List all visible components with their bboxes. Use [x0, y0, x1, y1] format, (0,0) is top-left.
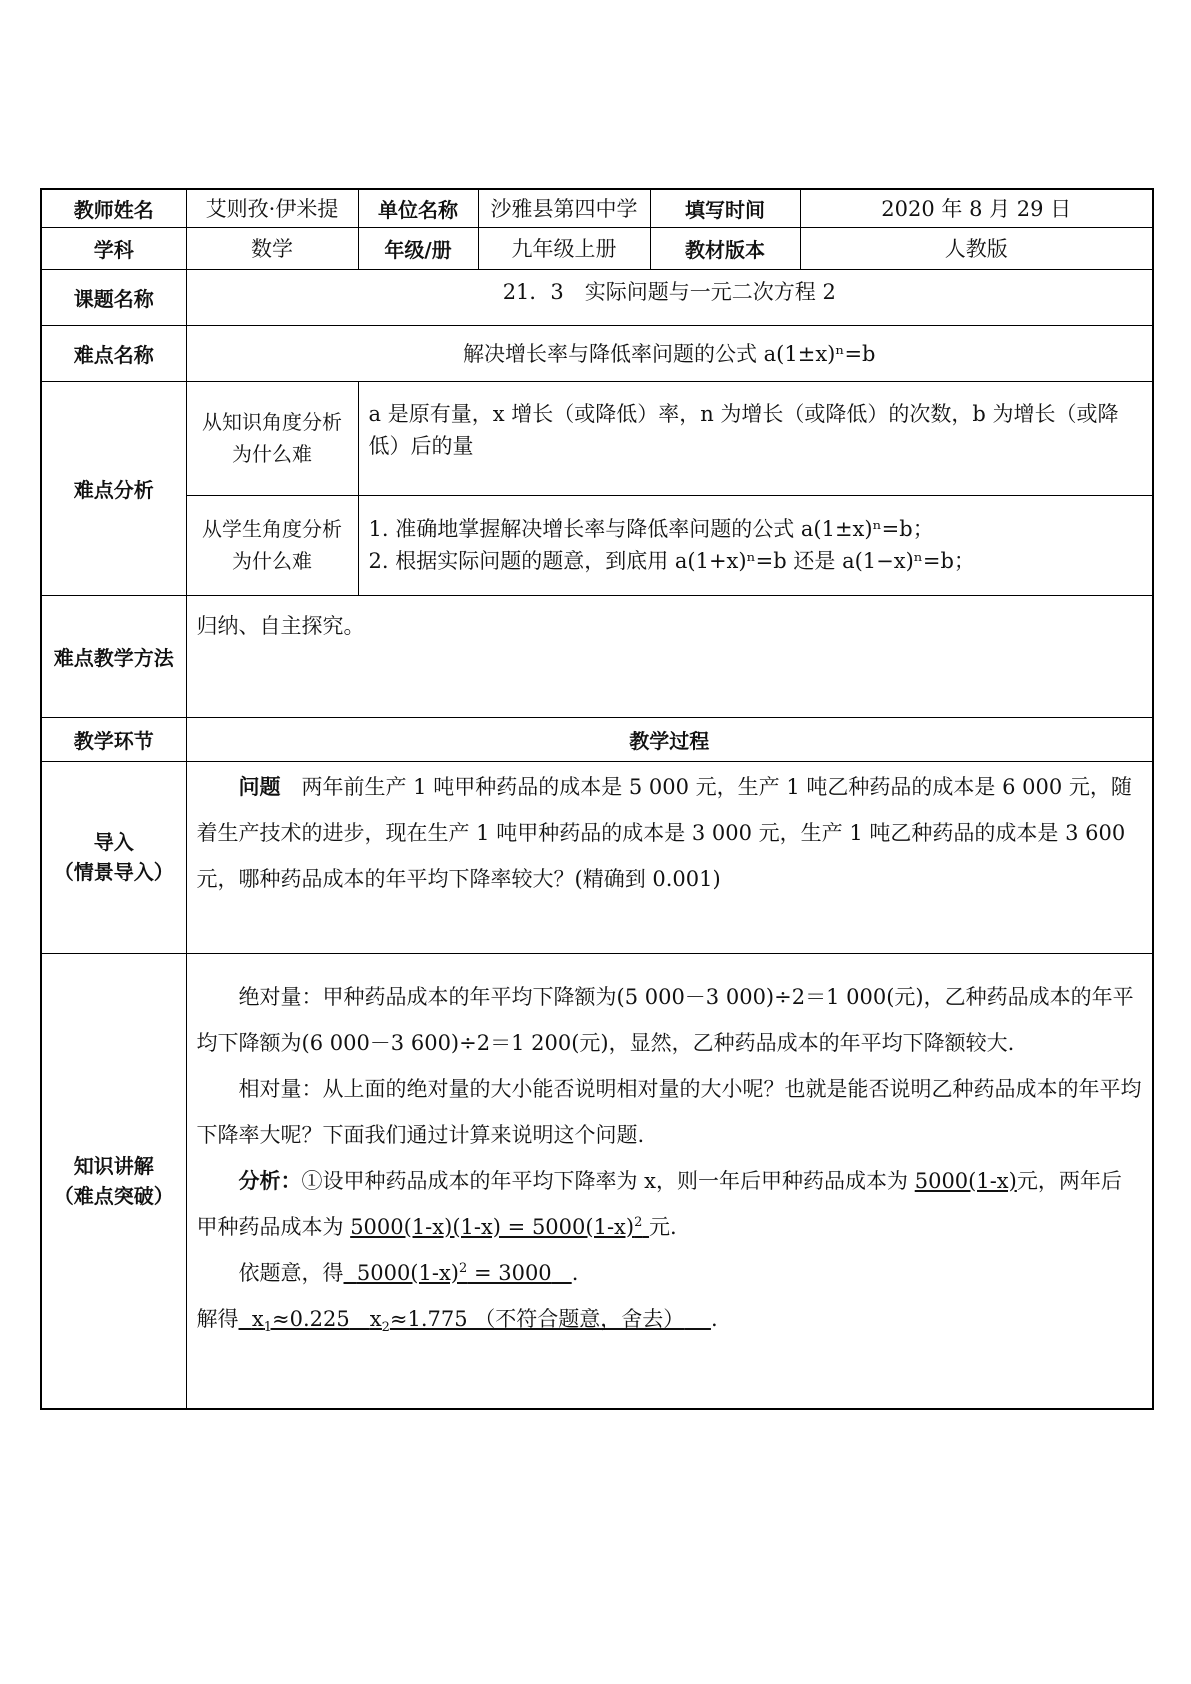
method-label: 难点教学方法: [41, 595, 186, 717]
equation-blank: $5000(1-x)^2 = 3000$: [356, 1260, 552, 1285]
knowledge-label-line2: （难点突破）: [53, 1183, 174, 1208]
student-point-2: 2. 根据实际问题的题意，到底用 a(1+x)ⁿ=b 还是 a(1−x)ⁿ=b；: [368, 549, 975, 573]
problem-title: 问题: [238, 774, 281, 799]
relative-quantity-para: 相对量：从上面的绝对量的大小能否说明相对量的大小呢？也就是能否说明乙种药品成本的年平均下降率大呢？下面我们通过计算来说明这个问题.: [196, 1076, 1142, 1147]
analysis-text: ①设甲种药品成本的年平均下降率为 x，则一年后甲种药品成本为: [301, 1168, 909, 1193]
unit-label: 单位名称: [358, 189, 478, 227]
analysis-text2: 元，两年后甲种药品成本为: [196, 1168, 1122, 1239]
grade-label: 年级/册: [358, 227, 478, 269]
topic-value: 21．3 实际问题与一元二次方程 2: [186, 269, 1153, 325]
student-point-1: 1. 准确地掌握解决增长率与降低率问题的公式 a(1±x)ⁿ=b；: [368, 517, 934, 541]
topic-label: 课题名称: [41, 269, 186, 325]
grade-value: 九年级上册: [478, 227, 650, 269]
intro-label: [41, 761, 186, 953]
analysis-text3: 元.: [649, 1214, 677, 1239]
topic-row: [41, 269, 1153, 325]
knowledge-label-line1: 知识讲解: [73, 1153, 154, 1178]
header-row-1: [41, 189, 1153, 227]
equation-prefix: 依题意，得: [238, 1260, 344, 1285]
student-angle-text: [358, 495, 1153, 595]
equation-para: 依题意，得 $5000(1-x)^2 = 3000$ .: [238, 1260, 579, 1285]
intro-content: [186, 761, 1153, 953]
knowledge-label: [41, 953, 186, 1409]
intro-label-line1: 导入: [93, 830, 134, 854]
analysis-label: 难点分析: [41, 381, 186, 595]
date-label: 填写时间: [650, 189, 800, 227]
intro-row: [41, 761, 1153, 953]
header-row-2: [41, 227, 1153, 269]
knowledge-angle-text: a 是原有量，x 增长（或降低）率，n 为增长（或降低）的次数，b 为增长（或降低）后的量: [358, 381, 1153, 495]
analysis-para: [197, 1158, 1143, 1250]
solution-prefix: 解得: [196, 1306, 239, 1331]
process-header-row: [41, 717, 1153, 761]
knowledge-content: [186, 953, 1153, 1409]
edition-label: 教材版本: [650, 227, 800, 269]
lesson-plan-table: [40, 188, 1154, 1410]
teacher-name: 艾则孜·伊米提: [186, 189, 358, 227]
subject-label: 学科: [41, 227, 186, 269]
solution-blank: $x_1\approx 0.225$ $x_2\approx 1.775$ （不符合题意，舍去）: [251, 1306, 685, 1335]
subject-value: 数学: [186, 227, 358, 269]
difficulty-label: 难点名称: [41, 325, 186, 381]
student-angle-label: 从学生角度分析为什么难: [186, 495, 358, 595]
blank-two-years: $5000(1-x)(1-x) = 5000(1-x)^2$: [350, 1214, 643, 1239]
teacher-label: 教师姓名: [41, 189, 186, 227]
unit-name: 沙雅县第四中学: [478, 189, 650, 227]
difficulty-value: 解决增长率与降低率问题的公式 a(1±x)ⁿ=b: [186, 325, 1153, 381]
method-row: [41, 595, 1153, 717]
date-value: 2020 年 8 月 29 日: [800, 189, 1153, 227]
solution-para: 解得 $x_1\approx 0.225$ $x_2\approx 1.775$ （不符合题意，舍去） .: [196, 1306, 718, 1335]
difficulty-row: [41, 325, 1153, 381]
blank-one-year: 5000(1-x): [914, 1168, 1017, 1193]
stage-label: 教学环节: [41, 717, 186, 761]
absolute-quantity-para: 绝对量：甲种药品成本的年平均下降额为(5 000－3 000)÷2＝1 000(元)，乙种药品成本的年平均下降额为(6 000－3 600)÷2＝1 200(元)，显然，乙种药品成本的年平均下降额较大.: [196, 984, 1134, 1055]
edition-value: 人教版: [800, 227, 1153, 269]
process-label: 教学过程: [186, 717, 1153, 761]
analysis-title: 分析：: [238, 1168, 302, 1193]
analysis-row-student: [41, 495, 1153, 595]
knowledge-angle-label: 从知识角度分析为什么难: [186, 381, 358, 495]
analysis-row-knowledge: [41, 381, 1153, 495]
knowledge-row: [41, 953, 1153, 1409]
problem-text: 两年前生产 1 吨甲种药品的成本是 5 000 元，生产 1 吨乙种药品的成本是 6 000 元，随着生产技术的进步，现在生产 1 吨甲种药品的成本是 3 000 元，生产 1 吨乙种药品的成本是 3 600 元，哪种药品成本的年平均下降率较大？(精确到 0.001): [196, 774, 1132, 891]
method-value: 归纳、自主探究。: [186, 595, 1153, 717]
intro-label-line2: （情景导入）: [53, 860, 174, 884]
